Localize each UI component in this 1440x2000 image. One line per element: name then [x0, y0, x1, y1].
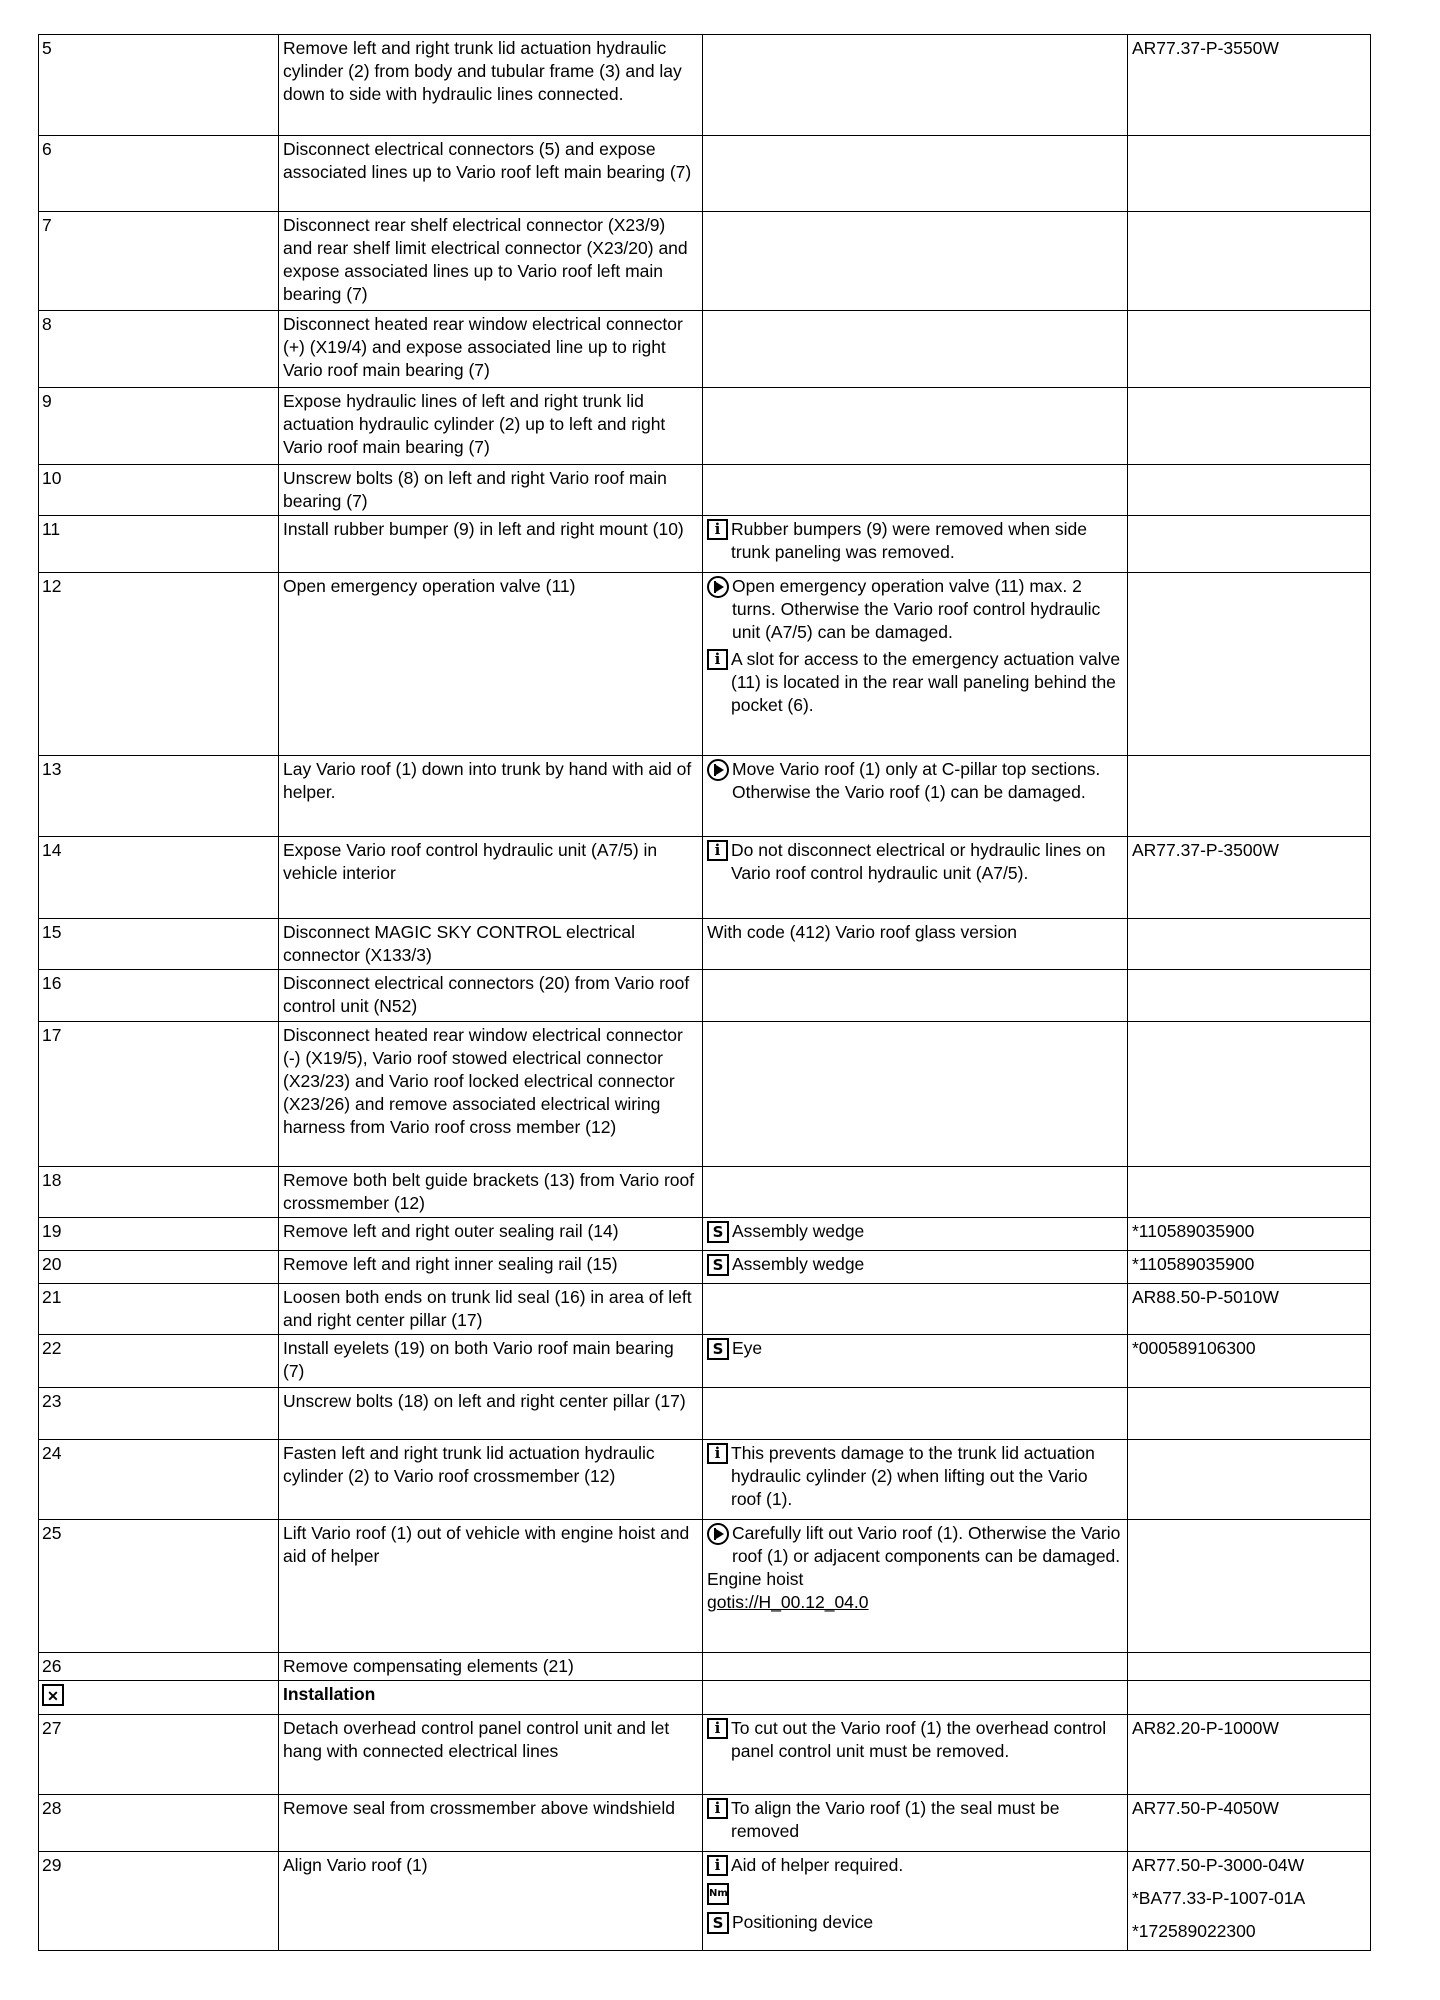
- table-row: [39, 311, 1371, 388]
- note-cell: [703, 1218, 1128, 1251]
- procedure-table: [38, 34, 1371, 1951]
- note-cell: [703, 136, 1128, 212]
- table-row: [39, 1218, 1371, 1251]
- operation-text: Disconnect heated rear window electrical connector (-) (X19/5), Vario roof stowed electrical connector (X23/23) and Vario roof locked electrical connector (X23/26) and remove associated electrical wiring harness from Vario roof cross member (12): [279, 1022, 703, 1167]
- step-number: 14: [39, 837, 279, 919]
- note-text: Move Vario roof (1) only at C-pillar top sections. Otherwise the Vario roof (1) can be damaged.: [732, 759, 1101, 802]
- reference-cell: [1128, 756, 1371, 837]
- note-cell: [703, 1795, 1128, 1852]
- caution-icon: [707, 1523, 729, 1545]
- table-row: [39, 1715, 1371, 1795]
- table-row: [39, 388, 1371, 465]
- note-text: Carefully lift out Vario roof (1). Otherwise the Vario roof (1) or adjacent components can be damaged.: [732, 1523, 1121, 1566]
- operation-text: Disconnect rear shelf electrical connector (X23/9) and rear shelf limit electrical connector (X23/20) and expose associated lines up to Vario roof left main bearing (7): [279, 212, 703, 311]
- note-cell: [703, 1681, 1128, 1715]
- section-header-row: [39, 1681, 1371, 1715]
- table-row: [39, 1251, 1371, 1284]
- tool-number[interactable]: *110589035900: [1128, 1251, 1371, 1284]
- info-icon: i: [707, 840, 728, 861]
- table-row: [39, 1440, 1371, 1520]
- table-row: [39, 136, 1371, 212]
- table-row: [39, 35, 1371, 136]
- step-number: 16: [39, 970, 279, 1022]
- table-row: [39, 1653, 1371, 1681]
- step-number: 11: [39, 516, 279, 573]
- step-number: 5: [39, 35, 279, 136]
- table-row: [39, 573, 1371, 756]
- step-number: 9: [39, 388, 279, 465]
- note-cell: [703, 1388, 1128, 1440]
- reference-cell: [1128, 919, 1371, 970]
- torque-reference-link[interactable]: *BA77.33-P-1007-01A: [1132, 1888, 1306, 1908]
- table-row: [39, 1795, 1371, 1852]
- step-number: 26: [39, 1653, 279, 1681]
- step-number: 17: [39, 1022, 279, 1167]
- step-number: 28: [39, 1795, 279, 1852]
- operation-text: Fasten left and right trunk lid actuation hydraulic cylinder (2) to Vario roof crossmember (12): [279, 1440, 703, 1520]
- table-row: [39, 919, 1371, 970]
- tool-number[interactable]: *000589106300: [1128, 1335, 1371, 1388]
- operation-text: Remove both belt guide brackets (13) from Vario roof crossmember (12): [279, 1167, 703, 1218]
- operation-text: Align Vario roof (1): [279, 1852, 703, 1951]
- step-number: 8: [39, 311, 279, 388]
- reference-cell: [1128, 516, 1371, 573]
- note-cell: [703, 1715, 1128, 1795]
- reference-cell: [1128, 1440, 1371, 1520]
- step-number: 23: [39, 1388, 279, 1440]
- step-number: 29: [39, 1852, 279, 1951]
- note-text: Do not disconnect electrical or hydraulic lines on Vario roof control hydraulic unit (A7/5).: [731, 840, 1106, 883]
- note-text: To cut out the Vario roof (1) the overhead control panel control unit must be removed.: [731, 1718, 1107, 1761]
- note-text: Rubber bumpers (9) were removed when side trunk paneling was removed.: [731, 519, 1087, 562]
- note-cell: [703, 1653, 1128, 1681]
- table-row: [39, 1167, 1371, 1218]
- table-row: [39, 1335, 1371, 1388]
- operation-text: Expose Vario roof control hydraulic unit (A7/5) in vehicle interior: [279, 837, 703, 919]
- reference-cell: [1128, 1852, 1371, 1951]
- operation-text: Unscrew bolts (18) on left and right center pillar (17): [279, 1388, 703, 1440]
- info-icon: i: [707, 1718, 728, 1739]
- note-text: This prevents damage to the trunk lid actuation hydraulic cylinder (2) when lifting out the Vario roof (1).: [731, 1443, 1095, 1509]
- note-cell: [703, 516, 1128, 573]
- table-row: [39, 1284, 1371, 1335]
- table-row: [39, 516, 1371, 573]
- operation-text: Remove left and right inner sealing rail (15): [279, 1251, 703, 1284]
- step-number: 10: [39, 465, 279, 516]
- operation-text: Detach overhead control panel control unit and let hang with connected electrical lines: [279, 1715, 703, 1795]
- reference-link[interactable]: AR77.37-P-3500W: [1128, 837, 1371, 919]
- operation-text: Install rubber bumper (9) in left and right mount (10): [279, 516, 703, 573]
- note-cell: [703, 1284, 1128, 1335]
- note-text: Assembly wedge: [732, 1221, 865, 1241]
- reference-link[interactable]: AR88.50-P-5010W: [1128, 1284, 1371, 1335]
- operation-text: Open emergency operation valve (11): [279, 573, 703, 756]
- note-cell: [703, 1440, 1128, 1520]
- operation-text: Disconnect MAGIC SKY CONTROL electrical connector (X133/3): [279, 919, 703, 970]
- note-cell: [703, 1251, 1128, 1284]
- step-number: 7: [39, 212, 279, 311]
- operation-text: Disconnect electrical connectors (20) from Vario roof control unit (N52): [279, 970, 703, 1022]
- info-icon: i: [707, 649, 728, 670]
- note-cell: [703, 1335, 1128, 1388]
- reference-cell: [1128, 311, 1371, 388]
- reference-link[interactable]: AR82.20-P-1000W: [1128, 1715, 1371, 1795]
- operation-text: Disconnect electrical connectors (5) and expose associated lines up to Vario roof left main bearing (7): [279, 136, 703, 212]
- torque-icon: Nm: [707, 1883, 729, 1905]
- info-icon: i: [707, 519, 728, 540]
- note-cell: [703, 573, 1128, 756]
- note-cell: [703, 212, 1128, 311]
- document-link[interactable]: gotis://H_00.12_04.0: [707, 1592, 869, 1612]
- table-row: [39, 756, 1371, 837]
- operation-text: Disconnect heated rear window electrical connector (+) (X19/4) and expose associated line up to right Vario roof main bearing (7): [279, 311, 703, 388]
- reference-cell: [1128, 465, 1371, 516]
- table-row: [39, 1520, 1371, 1653]
- step-number: 24: [39, 1440, 279, 1520]
- caution-icon: [707, 576, 729, 598]
- reference-cell: [1128, 136, 1371, 212]
- operation-text: Remove left and right trunk lid actuation hydraulic cylinder (2) from body and tubular frame (3) and lay down to side with hydraulic lines connected.: [279, 35, 703, 136]
- operation-text: Lift Vario roof (1) out of vehicle with engine hoist and aid of helper: [279, 1520, 703, 1653]
- note-cell: [703, 756, 1128, 837]
- reference-cell: [1128, 1520, 1371, 1653]
- reference-cell: [1128, 1022, 1371, 1167]
- operation-text: Loosen both ends on trunk lid seal (16) in area of left and right center pillar (17): [279, 1284, 703, 1335]
- tool-number[interactable]: *110589035900: [1128, 1218, 1371, 1251]
- step-number: 19: [39, 1218, 279, 1251]
- note-cell: [703, 1852, 1128, 1951]
- reference-cell: [1128, 1388, 1371, 1440]
- step-number: 15: [39, 919, 279, 970]
- note-text: To align the Vario roof (1) the seal must be removed: [731, 1798, 1060, 1841]
- operation-text: Remove seal from crossmember above windshield: [279, 1795, 703, 1852]
- reference-cell: [1128, 1167, 1371, 1218]
- installation-icon: [42, 1684, 64, 1706]
- step-number: 25: [39, 1520, 279, 1653]
- table-row: [39, 1388, 1371, 1440]
- tool-number[interactable]: *172589022300: [1132, 1921, 1256, 1941]
- reference-link[interactable]: AR77.50-P-4050W: [1128, 1795, 1371, 1852]
- note-text: Aid of helper required.: [731, 1855, 904, 1875]
- info-icon: i: [707, 1443, 728, 1464]
- note-text: Assembly wedge: [732, 1254, 865, 1274]
- note-text: Engine hoist: [707, 1569, 804, 1589]
- note-text: Eye: [732, 1338, 763, 1358]
- note-text: With code (412) Vario roof glass version: [703, 919, 1128, 970]
- special-tool-icon: S: [707, 1912, 729, 1934]
- note-text: A slot for access to the emergency actuation valve (11) is located in the rear wall paneling behind the pocket (6).: [731, 649, 1121, 715]
- reference-cell: [1128, 1653, 1371, 1681]
- caution-icon: [707, 759, 729, 781]
- note-cell: [703, 388, 1128, 465]
- note-cell: [703, 970, 1128, 1022]
- table-row: [39, 465, 1371, 516]
- special-tool-icon: S: [707, 1338, 729, 1360]
- reference-cell: [1128, 1681, 1371, 1715]
- operation-text: Expose hydraulic lines of left and right trunk lid actuation hydraulic cylinder (2) up to left and right Vario roof main bearing (7): [279, 388, 703, 465]
- note-cell: [703, 311, 1128, 388]
- note-text: Open emergency operation valve (11) max. 2 turns. Otherwise the Vario roof control hydraulic unit (A7/5) can be damaged.: [732, 576, 1101, 642]
- note-cell: [703, 837, 1128, 919]
- step-icon-cell: [39, 1681, 279, 1715]
- step-number: 27: [39, 1715, 279, 1795]
- note-cell: [703, 1520, 1128, 1653]
- step-number: 6: [39, 136, 279, 212]
- reference-cell: [1128, 970, 1371, 1022]
- reference-link[interactable]: AR77.50-P-3000-04W: [1132, 1855, 1305, 1875]
- reference-cell: [1128, 212, 1371, 311]
- reference-cell: [1128, 388, 1371, 465]
- table-row: [39, 970, 1371, 1022]
- operation-text: Unscrew bolts (8) on left and right Vario roof main bearing (7): [279, 465, 703, 516]
- operation-text: Install eyelets (19) on both Vario roof main bearing (7): [279, 1335, 703, 1388]
- table-row: [39, 212, 1371, 311]
- note-cell: [703, 465, 1128, 516]
- operation-text: Remove compensating elements (21): [279, 1653, 703, 1681]
- reference-cell: [1128, 573, 1371, 756]
- step-number: 22: [39, 1335, 279, 1388]
- section-title: Installation: [279, 1681, 703, 1715]
- special-tool-icon: S: [707, 1254, 729, 1276]
- info-icon: i: [707, 1798, 728, 1819]
- step-number: 13: [39, 756, 279, 837]
- step-number: 20: [39, 1251, 279, 1284]
- note-text: Positioning device: [732, 1912, 874, 1932]
- table-row: [39, 1852, 1371, 1951]
- reference-link[interactable]: AR77.37-P-3550W: [1128, 35, 1371, 136]
- step-number: 21: [39, 1284, 279, 1335]
- info-icon: i: [707, 1855, 728, 1876]
- note-cell: [703, 1167, 1128, 1218]
- step-number: 12: [39, 573, 279, 756]
- operation-text: Remove left and right outer sealing rail (14): [279, 1218, 703, 1251]
- special-tool-icon: S: [707, 1221, 729, 1243]
- procedure-table-page: [38, 34, 1370, 1951]
- note-cell: [703, 35, 1128, 136]
- step-number: 18: [39, 1167, 279, 1218]
- table-row: [39, 1022, 1371, 1167]
- table-row: [39, 837, 1371, 919]
- note-cell: [703, 1022, 1128, 1167]
- operation-text: Lay Vario roof (1) down into trunk by hand with aid of helper.: [279, 756, 703, 837]
